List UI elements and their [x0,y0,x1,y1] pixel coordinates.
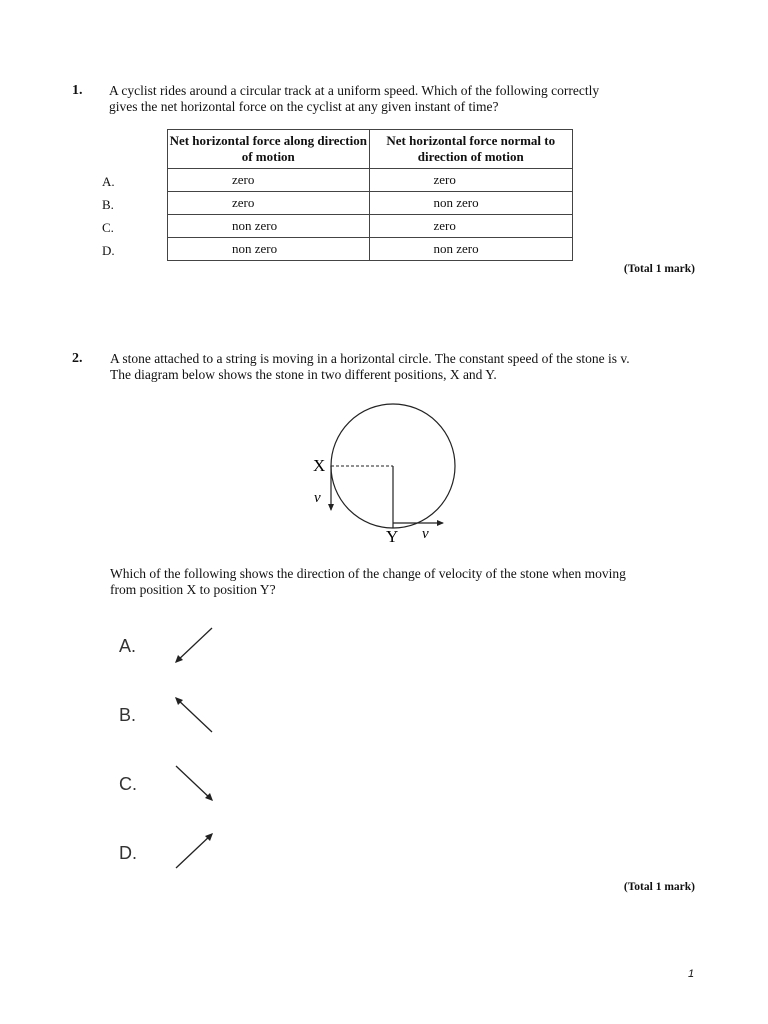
q1-row-label-c: C. [102,220,114,235]
q1-table-row [168,192,573,215]
q1-total-marks: (Total 1 mark) [623,263,695,275]
q1-cell: non zero [369,238,573,261]
q2-text-line2: The diagram below shows the stone in two different positions, X and Y. [110,367,497,382]
q2-question [110,566,710,598]
q2-option-d-label: D. [119,843,137,863]
arrow-down-left-icon [170,624,218,668]
q1-row-label-d: D. [102,243,115,258]
q1-header-col1: Net horizontal force along direction of motion [168,130,370,169]
q2-text-line1: A stone attached to a string is moving in a horizontal circle. The constant speed of the stone is v. [110,351,630,366]
label-y: Y [386,527,399,546]
label-v-x: v [314,490,321,506]
q1-cell: zero [369,215,573,238]
q2-text [110,351,710,383]
q2-option-b-label: B. [119,705,137,725]
q1-cell: non zero [369,192,573,215]
q1-text-line2: gives the net horizontal force on the cyclist at any given instant of time? [109,99,499,114]
q1-options-table [167,129,573,261]
label-v-y: v [422,526,429,542]
q1-number: 1. [72,83,83,98]
q2-number: 2. [72,351,83,366]
q1-row-label-b: B. [102,197,114,212]
q1-text [109,83,709,115]
arrow-down-right-icon [170,762,218,806]
arrow-up-left-icon [170,694,218,738]
q2-question-line1: Which of the following shows the direction of the change of velocity of the stone when moving [110,566,626,581]
q1-text-line1: A cyclist rides around a circular track at a uniform speed. Which of the following correctly [109,83,600,98]
q1-cell: zero [168,169,370,192]
label-x: X [313,456,326,475]
page-number: 1 [688,968,695,980]
q1-table-row [168,215,573,238]
q1-cell: zero [168,192,370,215]
q2-option-c-label: C. [119,774,137,794]
q1-table-row [168,238,573,261]
q1-cell: non zero [168,238,370,261]
arrow-up-right-icon [170,830,218,874]
q1-header-col2: Net horizontal force normal to direction of motion [369,130,573,169]
q2-option-a-label: A. [119,636,137,656]
q1-table-header [168,130,573,169]
q2-total-marks: (Total 1 mark) [623,881,695,893]
q1-row-label-a: A. [102,174,115,189]
q1-cell: non zero [168,215,370,238]
q2-question-line2: from position X to position Y? [110,582,276,597]
q1-cell: zero [369,169,573,192]
q1-row-labels [102,174,115,266]
circular-motion-diagram [300,398,470,548]
q1-table-row [168,169,573,192]
